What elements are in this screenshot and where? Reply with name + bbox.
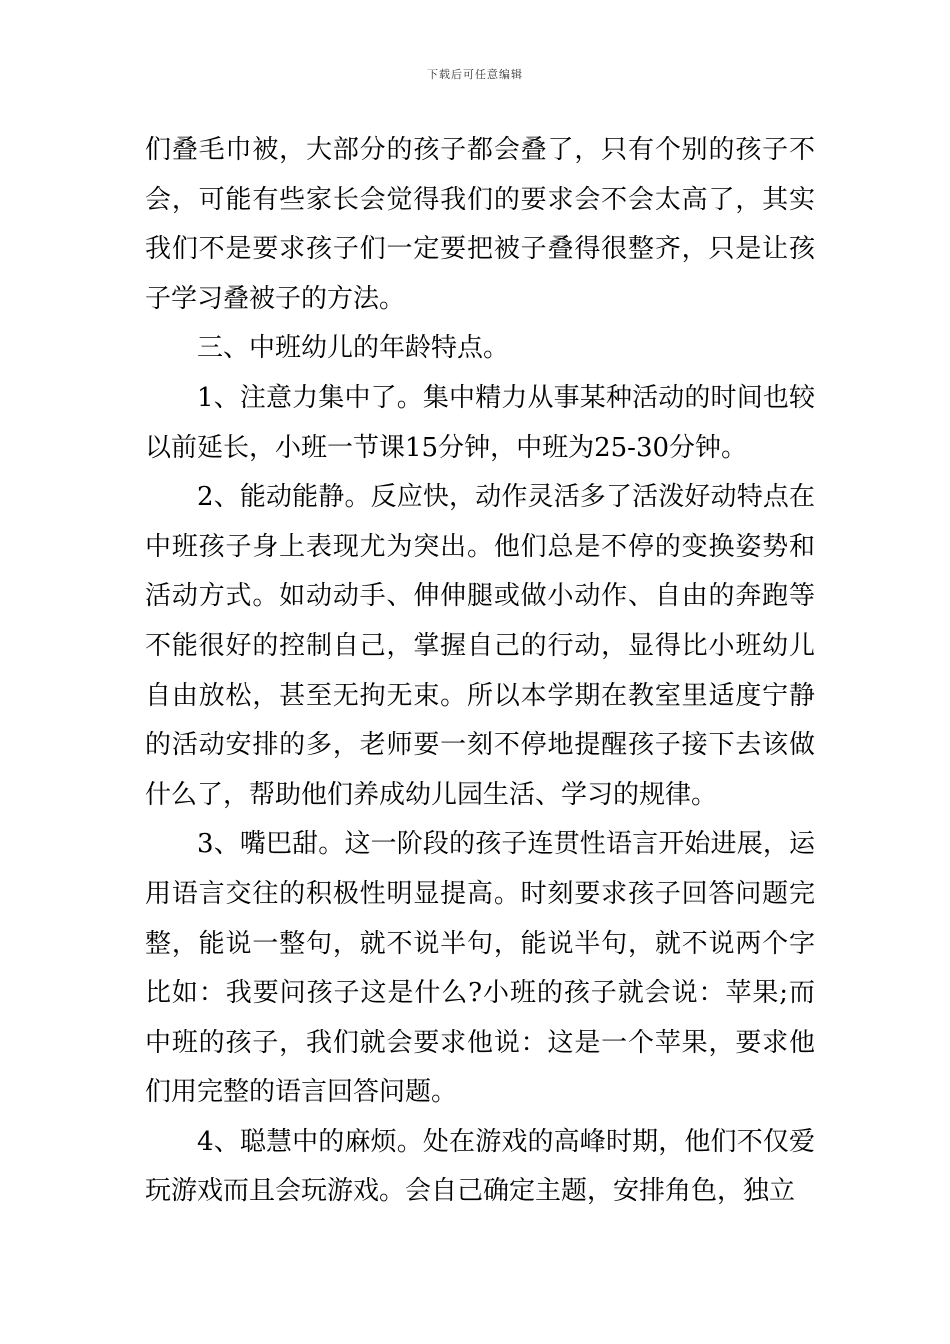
paragraph-continuation: 们叠毛巾被，大部分的孩子都会叠了，只有个别的孩子不会，可能有些家长会觉得我们的要求会不会太高了，其实我们不是要求孩子们一定要把被子叠得很整齐，只是让孩子学习叠被子的方法。 xyxy=(145,135,815,314)
paragraph-item-1: 1、注意力集中了。集中精力从事某种活动的时间也较以前延长，小班一节课15分钟，中班为25-30分钟。 xyxy=(145,382,815,463)
paragraph-item-4: 4、聪慧中的麻烦。处在游戏的高峰时期，他们不仅爱玩游戏而且会玩游戏。会自己确定主题，安排角色，独立 xyxy=(145,1126,815,1207)
paragraph-item-3: 3、嘴巴甜。这一阶段的孩子连贯性语言开始进展，运用语言交往的积极性明显提高。时刻要求孩子回答问题完整，能说一整句，就不说半句，能说半句，就不说两个字比如：我要问孩子这是什么?小班的孩子就会说：苹果;而中班的孩子，我们就会要求他说：这是一个苹果，要求他们用完整的语言回答问题。 xyxy=(145,829,815,1108)
paragraph-item-2: 2、能动能静。反应快，动作灵活多了活泼好动特点在中班孩子身上表现尤为突出。他们总是不停的变换姿势和活动方式。如动动手、伸伸腿或做小动作、自由的奔跑等不能很好的控制自己，掌握自己的行动，显得比小班幼儿自由放松，甚至无拘无束。所以本学期在教室里适度宁静的活动安排的多，老师要一刻不停地提醒孩子接下去该做什么了，帮助他们养成幼儿园生活、学习的规律。 xyxy=(145,482,815,810)
document-body xyxy=(145,126,815,1217)
page-header: 下载后可任意编辑 xyxy=(427,68,523,81)
section-heading: 三、中班幼儿的年龄特点。 xyxy=(197,333,510,364)
